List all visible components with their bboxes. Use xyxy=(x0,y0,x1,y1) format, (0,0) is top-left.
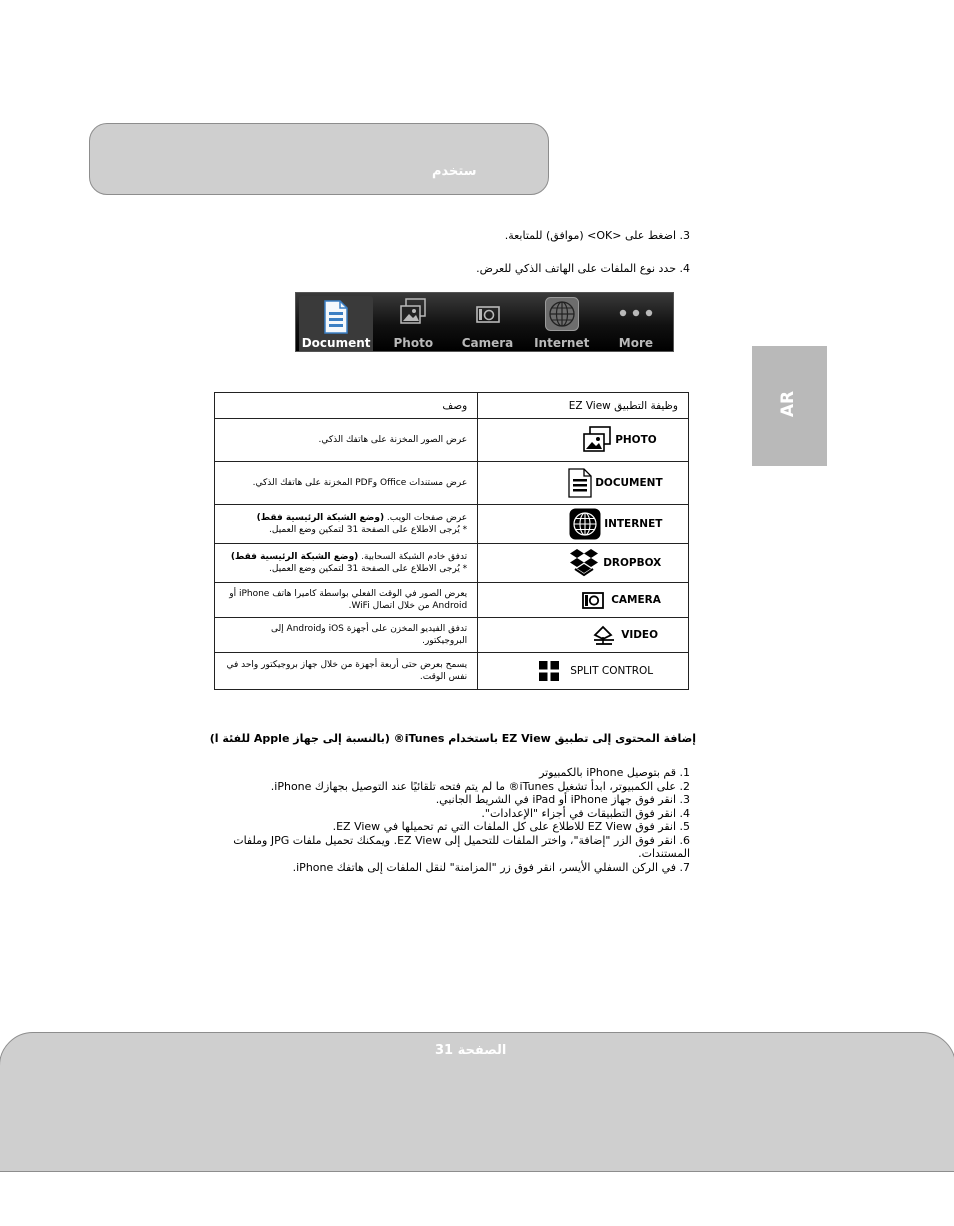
photo-icon xyxy=(399,297,427,330)
camera-icon xyxy=(476,305,500,326)
instructions-list xyxy=(230,766,690,874)
function-name: DROPBOX xyxy=(603,557,662,569)
row-function xyxy=(478,618,689,653)
app-tab-bar xyxy=(295,292,674,352)
tab-document[interactable] xyxy=(299,296,373,351)
dropbox-icon xyxy=(568,548,600,578)
desc-text: يسمح بعرض حتى أربعة أجهزة من خلال جهاز بروجيكتور واحد في نفس الوقت. xyxy=(226,660,468,682)
table-row xyxy=(215,583,689,618)
table-row xyxy=(215,544,689,583)
list-item: 2. على الكمبيوتر، ابدأ تشغيل iTunes® ما لم يتم فتحه تلقائيًا عند التوصيل بجهازك iPhone. xyxy=(270,779,690,793)
language-tab xyxy=(752,346,827,466)
tab-label: Photo xyxy=(393,336,434,350)
list-item: 6. انقر فوق الزر "إضافة"، واختر الملفات للتحميل إلى EZ View. ويمكنك تحميل ملفات JPG وملفات المستندات. xyxy=(233,833,690,860)
photo-icon xyxy=(582,426,612,454)
desc-note: * يُرجى الاطلاع على الصفحة 31 لتمكين وضع العميل. xyxy=(269,525,468,535)
list-item: 4. انقر فوق التطبيقات في أجزاء "الإعدادات". xyxy=(481,806,690,820)
list-item: 3. انقر فوق جهاز iPhone أو iPad في الشريط الجانبي. xyxy=(435,793,690,806)
desc-text: عرض الصور المخزنة على هاتفك الذكي. xyxy=(318,435,468,445)
desc-line xyxy=(225,551,467,563)
tab-label: Document xyxy=(301,336,371,350)
more-dots-icon xyxy=(618,307,654,321)
column-header-description: وصف xyxy=(215,393,478,419)
function-name: VIDEO xyxy=(621,629,659,641)
row-function xyxy=(478,462,689,505)
table-row xyxy=(215,505,689,544)
desc-text: عرض مستندات Office وPDF المخزنة على هاتفك الذكي. xyxy=(252,478,468,488)
document-icon xyxy=(568,468,592,498)
tab-more[interactable] xyxy=(599,293,673,351)
section-title: إضافة المحتوى إلى تطبيق EZ View باستخدام iTunes® (بالنسبة إلى جهاز Apple للفئة ا) xyxy=(209,732,696,745)
row-description xyxy=(215,618,478,653)
table-row xyxy=(215,419,689,462)
column-header-function-label: وظيفة التطبيق EZ View xyxy=(568,399,678,412)
table-row xyxy=(215,462,689,505)
row-function xyxy=(478,419,689,462)
list-item: 7. في الركن السفلي الأيسر، انقر فوق زر "المزامنة" لنقل الملفات إلى هاتفك iPhone. xyxy=(292,860,690,874)
row-description xyxy=(215,653,478,690)
row-function xyxy=(478,653,689,690)
video-icon xyxy=(592,623,616,647)
function-name: PHOTO xyxy=(615,434,657,446)
row-function xyxy=(478,583,689,618)
globe-icon xyxy=(569,508,601,540)
split-grid-icon xyxy=(539,661,559,681)
header-banner xyxy=(89,123,549,195)
function-name: CAMERA xyxy=(611,594,661,606)
step-4: 4. حدد نوع الملفات على الهاتف الذكي للعرض. xyxy=(476,262,690,275)
header-label: ستخدم xyxy=(432,164,477,179)
desc-line xyxy=(225,512,467,524)
row-description xyxy=(215,544,478,583)
desc-text: يعرض الصور في الوقت الفعلي بواسطة كاميرا هاتف iPhone أو Android من خلال اتصال WiFi. xyxy=(229,589,468,611)
desc-text: عرض صفحات الويب. xyxy=(384,513,468,523)
language-label: AR xyxy=(778,390,798,418)
function-name: SPLIT CONTROL xyxy=(570,665,654,677)
list-item: 1. قم بتوصيل iPhone بالكمبيوتر xyxy=(539,766,690,779)
row-function xyxy=(478,505,689,544)
row-description xyxy=(215,505,478,544)
column-header-function xyxy=(478,393,689,419)
desc-note: * يُرجى الاطلاع على الصفحة 31 لتمكين وضع العميل. xyxy=(269,564,468,574)
function-name: DOCUMENT xyxy=(595,477,663,489)
features-table xyxy=(214,392,689,690)
tab-label: More xyxy=(618,336,654,350)
list-item: 5. انقر فوق EZ View للاطلاع على كل الملفات التي تم تحميلها في EZ View. xyxy=(332,820,690,833)
tab-label: Camera xyxy=(461,336,514,350)
function-name: INTERNET xyxy=(604,518,663,530)
globe-icon xyxy=(545,297,579,334)
desc-text: تدفق الفيديو المخزن على أجهزة iOS وAndroid إلى البروجيكتور. xyxy=(270,624,468,646)
table-header-row xyxy=(215,393,689,419)
table-row xyxy=(215,653,689,690)
row-description xyxy=(215,419,478,462)
footer-banner xyxy=(0,1032,954,1172)
row-description xyxy=(215,583,478,618)
camera-icon xyxy=(582,591,604,609)
tab-internet[interactable] xyxy=(525,293,599,351)
table-row xyxy=(215,618,689,653)
desc-bold: (وضع الشبكة الرئيسية فقط) xyxy=(230,552,359,562)
step-3: 3. اضغط على <OK> (موافق) للمتابعة. xyxy=(504,229,690,242)
page-number: الصفحة 31 xyxy=(435,1043,507,1058)
tab-photo[interactable] xyxy=(376,293,450,351)
tab-camera[interactable] xyxy=(450,293,524,351)
tab-label: Internet xyxy=(534,336,590,350)
row-description xyxy=(215,462,478,505)
row-function xyxy=(478,544,689,583)
document-icon xyxy=(323,300,349,337)
desc-bold: (وضع الشبكة الرئيسية فقط) xyxy=(256,513,385,523)
desc-text: تدفق خادم الشبكة السحابية. xyxy=(358,552,468,562)
